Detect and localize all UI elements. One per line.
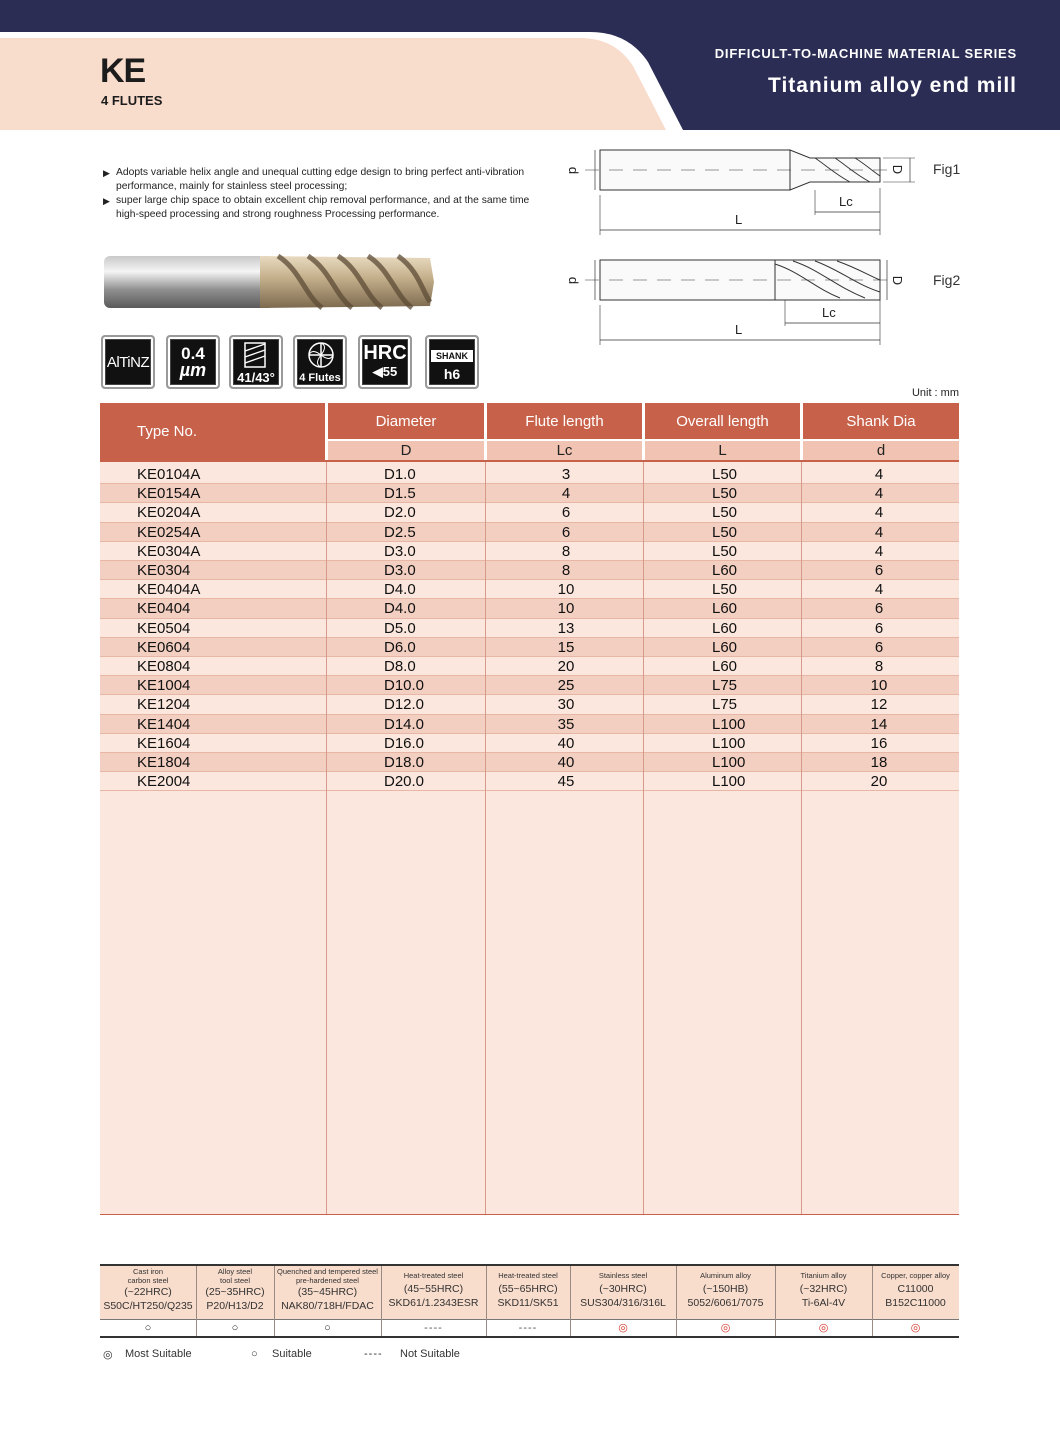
cell-type-no: KE1004: [137, 677, 191, 695]
material-hardness: (~150HB): [702, 1282, 749, 1295]
table-row: [100, 619, 959, 638]
cell-overall-length: L100: [712, 773, 746, 791]
cell-overall-length: L50: [712, 504, 738, 522]
cell-overall-length: L50: [712, 466, 738, 483]
material-cell: [381, 1264, 486, 1319]
table-row: [100, 503, 959, 522]
diameter-label-1: D: [890, 164, 906, 175]
bullet-arrow-icon: ▶: [103, 168, 110, 178]
cell-type-no: KE1404: [137, 715, 191, 733]
flute-length-label-1: Lc: [839, 194, 853, 209]
table-row: [100, 638, 959, 657]
material-cell: [486, 1264, 570, 1319]
feature-2: ▶ super large chip space to obtain excellent chip removal performance, and at the same time high-speed processing and strong roughness Processing performance.: [103, 195, 530, 221]
material-cell: [196, 1264, 274, 1319]
cell-shank-dia: 4: [874, 485, 884, 503]
subheader-Lc: Lc: [487, 441, 642, 460]
cell-flute-length: 40: [557, 754, 575, 771]
material-name: Heat-treated steel: [403, 1271, 464, 1280]
table-row: [100, 695, 959, 714]
material-grade: SKD61/1.2343ESR: [388, 1296, 479, 1309]
cell-overall-length: L100: [712, 715, 746, 733]
cell-type-no: KE0304: [137, 562, 191, 579]
table-row: [100, 715, 959, 734]
cell-diameter: D2.5: [384, 523, 416, 541]
material-name: Copper, copper alloy: [881, 1271, 950, 1280]
material-cell: [775, 1264, 872, 1319]
material-divider: [775, 1266, 776, 1336]
material-grade: NAK80/718H/FDAC: [281, 1300, 374, 1312]
cell-type-no: KE0404A: [137, 581, 201, 599]
header-shank-dia: Shank Dia: [803, 403, 959, 439]
header-type-no: Type No.: [100, 403, 325, 460]
legend-suitable: Suitable: [272, 1348, 312, 1360]
cell-shank-dia: 6: [874, 638, 884, 656]
cell-type-no: KE0254A: [137, 523, 201, 541]
cell-overall-length: L100: [712, 734, 746, 752]
material-hardness: (~32HRC): [799, 1282, 848, 1295]
cell-diameter: D4.0: [384, 600, 416, 618]
material-hardness: (45~55HRC): [403, 1282, 464, 1295]
material-name: Heat-treated steel: [498, 1271, 558, 1280]
cell-diameter: D12.0: [384, 696, 425, 714]
material-divider: [486, 1266, 487, 1336]
coating-badge: AlTiNZ: [101, 335, 155, 389]
cell-flute-length: 25: [557, 677, 575, 695]
cell-overall-length: L50: [712, 542, 738, 560]
cell-type-no: KE0104A: [137, 466, 201, 483]
cell-diameter: D5.0: [384, 619, 416, 637]
length-label-1: L: [735, 212, 743, 227]
cell-diameter: D6.0: [384, 638, 416, 656]
cell-overall-length: L50: [712, 523, 738, 541]
hrc-badge: HRC ◀55: [358, 335, 412, 389]
material-name: Aluminum alloy: [700, 1271, 751, 1280]
material-cell: [676, 1264, 775, 1319]
col-divider: [643, 462, 644, 1215]
material-name: Quenched and tempered steel: [277, 1267, 378, 1276]
figure-1-drawing: [585, 150, 915, 235]
cell-flute-length: 13: [557, 619, 575, 637]
cell-shank-dia: 20: [870, 773, 888, 791]
material-divider: [570, 1266, 571, 1336]
flutes-subtitle: 4 FLUTES: [101, 93, 163, 108]
cell-flute-length: 6: [561, 523, 571, 541]
cell-shank-dia: 6: [874, 562, 884, 579]
material-hardness: (55~65HRC): [498, 1282, 558, 1295]
cell-flute-length: 3: [561, 466, 571, 483]
material-hardness: (35~45HRC): [297, 1286, 358, 1298]
material-hardness: C11000: [897, 1282, 934, 1295]
material-hardness: (~30HRC): [599, 1282, 647, 1295]
cell-overall-length: L60: [712, 638, 738, 656]
most-suitable-icon: ◎: [618, 1322, 628, 1334]
cell-shank-dia: 14: [870, 715, 888, 733]
suitable-icon: ○: [251, 1348, 258, 1360]
suitable-icon: ○: [144, 1322, 152, 1334]
most-suitable-icon: ◎: [818, 1322, 829, 1334]
table-row: [100, 542, 959, 561]
diameter-label-2: D: [890, 275, 906, 286]
cell-flute-length: 20: [557, 658, 575, 675]
material-grade: P20/H13/D2: [206, 1300, 264, 1312]
cell-flute-length: 10: [557, 581, 575, 599]
cell-type-no: KE0504: [137, 619, 191, 637]
product-name: Titanium alloy end mill: [768, 74, 1017, 97]
cell-type-no: KE0604: [137, 638, 191, 656]
table-row: [100, 772, 959, 791]
header-background: [0, 0, 1060, 130]
header-overall-length: Overall length: [645, 403, 800, 439]
cell-diameter: D14.0: [384, 715, 425, 733]
cell-flute-length: 6: [561, 504, 571, 522]
material-grade: SKD11/SK51: [497, 1296, 559, 1309]
subheader-L: L: [645, 441, 800, 460]
end-mill-photo: [100, 250, 440, 314]
cell-flute-length: 8: [561, 542, 571, 560]
cell-flute-length: 10: [557, 600, 575, 618]
material-name: pre-hardened steel: [296, 1275, 359, 1285]
cell-shank-dia: 18: [870, 754, 888, 771]
cell-shank-dia: 16: [870, 734, 888, 752]
cell-overall-length: L75: [712, 696, 738, 714]
shank-dia-label-1: d: [566, 166, 582, 175]
material-grade: Ti-6Al-4V: [801, 1296, 846, 1309]
cell-overall-length: L60: [712, 562, 738, 579]
table-bottom-rule: [100, 1214, 959, 1215]
cell-diameter: D18.0: [384, 754, 425, 771]
material-hardness: (25~35HRC): [205, 1286, 265, 1298]
cell-diameter: D3.0: [384, 562, 416, 579]
material-name: Stainless steel: [598, 1271, 648, 1280]
cell-diameter: D4.0: [384, 581, 416, 599]
dimension-figures: [565, 140, 925, 355]
cell-overall-length: L75: [712, 677, 738, 695]
cell-diameter: D8.0: [384, 658, 416, 675]
cell-flute-length: 40: [557, 734, 575, 752]
cell-flute-length: 15: [557, 638, 575, 656]
cell-diameter: D3.0: [384, 542, 416, 560]
roughness-badge: 0.4 µm: [166, 335, 220, 389]
cell-shank-dia: 4: [874, 466, 884, 483]
bullet-arrow-icon: ▶: [103, 196, 110, 206]
cell-flute-length: 35: [557, 715, 575, 733]
cell-flute-length: 45: [557, 773, 575, 791]
material-grade: B152C11000: [885, 1296, 946, 1309]
cell-diameter: D10.0: [384, 677, 425, 695]
not-suitable-icon: ----: [518, 1322, 538, 1334]
table-row: [100, 657, 959, 676]
material-divider: [274, 1266, 275, 1336]
length-label-2: L: [735, 322, 743, 337]
cell-diameter: D20.0: [384, 773, 425, 791]
header-diameter: Diameter: [328, 403, 484, 439]
table-row: [100, 753, 959, 772]
cell-shank-dia: 8: [874, 658, 884, 675]
legend-most-suitable: Most Suitable: [125, 1348, 192, 1360]
cell-type-no: KE0204A: [137, 504, 201, 522]
material-divider: [676, 1266, 677, 1336]
header-rule: [100, 460, 959, 462]
material-name: Titanium alloy: [800, 1271, 847, 1280]
cell-type-no: KE0804: [137, 658, 191, 675]
cell-overall-length: L60: [712, 600, 738, 618]
cell-diameter: D2.0: [384, 504, 416, 522]
cell-flute-length: 4: [561, 485, 571, 503]
material-name: Cast iron: [132, 1267, 163, 1276]
not-suitable-icon: ----: [424, 1322, 443, 1334]
table-row: [100, 523, 959, 542]
material-cell: [872, 1264, 959, 1319]
cell-overall-length: L60: [712, 658, 738, 675]
material-divider: [872, 1266, 873, 1336]
helix-icon: [241, 341, 271, 369]
cell-shank-dia: 4: [874, 542, 884, 560]
cell-shank-dia: 6: [874, 600, 884, 618]
col-divider: [326, 462, 327, 1215]
table-row: [100, 599, 959, 618]
table-row: [100, 580, 959, 599]
material-divider: [381, 1266, 382, 1336]
materials-table: [100, 1264, 959, 1337]
material-name: Alloy steel: [217, 1267, 253, 1276]
material-cell: [274, 1264, 381, 1319]
most-suitable-icon: ◎: [720, 1322, 731, 1334]
material-cell: [100, 1264, 196, 1319]
table-row: [100, 465, 959, 484]
material-hardness: (~22HRC): [124, 1286, 172, 1298]
cell-shank-dia: 4: [874, 581, 884, 599]
cell-shank-dia: 12: [870, 696, 888, 714]
suitable-icon: ○: [231, 1322, 239, 1334]
col-divider: [485, 462, 486, 1215]
model-title: KE: [100, 52, 146, 90]
subheader-d: d: [803, 441, 959, 460]
header-flute-length: Flute length: [487, 403, 642, 439]
table-row: [100, 676, 959, 695]
cell-shank-dia: 4: [874, 504, 884, 522]
material-cell: [570, 1264, 676, 1319]
cell-type-no: KE1604: [137, 734, 191, 752]
material-name: tool steel: [219, 1275, 251, 1285]
cell-overall-length: L100: [712, 754, 746, 771]
flute-length-label-2: Lc: [822, 305, 836, 320]
cell-type-no: KE1804: [137, 754, 191, 771]
material-grade: S50C/HT250/Q235: [103, 1300, 193, 1312]
four-flute-icon: [306, 340, 336, 370]
cell-flute-length: 8: [561, 562, 571, 579]
cell-type-no: KE1204: [137, 696, 191, 714]
cell-type-no: KE0154A: [137, 485, 201, 503]
shank-badge: SHANK h6: [425, 335, 479, 389]
most-suitable-icon: ◎: [910, 1322, 921, 1334]
cell-type-no: KE0404: [137, 600, 191, 618]
flutes-badge: 4 Flutes: [293, 335, 347, 389]
unit-label: Unit : mm: [911, 387, 959, 399]
table-row: [100, 734, 959, 753]
cell-diameter: D1.0: [384, 466, 416, 483]
cell-type-no: KE2004: [137, 773, 191, 791]
cell-type-no: KE0304A: [137, 542, 201, 560]
material-divider: [196, 1266, 197, 1336]
fig2-label: Fig2: [933, 272, 961, 288]
legend-not-suitable: Not Suitable: [400, 1348, 460, 1360]
cell-flute-length: 30: [557, 696, 575, 714]
cell-diameter: D16.0: [384, 734, 425, 752]
cell-overall-length: L60: [712, 619, 738, 637]
fig1-label: Fig1: [933, 161, 961, 177]
cell-shank-dia: 4: [874, 523, 884, 541]
series-title: DIFFICULT-TO-MACHINE MATERIAL SERIES: [714, 46, 1017, 61]
material-name: carbon steel: [127, 1275, 169, 1285]
cell-diameter: D1.5: [384, 485, 416, 503]
material-grade: 5052/6061/7075: [687, 1296, 764, 1309]
helix-angle-badge: 41/43°: [229, 335, 283, 389]
not-suitable-icon: ----: [364, 1348, 383, 1360]
table-row: [100, 484, 959, 503]
shank-dia-label-2: d: [566, 276, 582, 285]
material-grade: SUS304/316/316L: [580, 1296, 666, 1309]
suitable-icon: ○: [324, 1322, 331, 1334]
feature-1: ▶ Adopts variable helix angle and unequal cutting edge design to bring perfect anti-vibration performance, mainly for stainless steel processing;: [103, 167, 525, 193]
table-row: [100, 561, 959, 580]
cell-shank-dia: 6: [874, 619, 884, 637]
most-suitable-icon: ◎: [103, 1349, 113, 1361]
col-divider: [801, 462, 802, 1215]
cell-overall-length: L50: [712, 485, 738, 503]
cell-shank-dia: 10: [870, 677, 888, 695]
subheader-D: D: [328, 441, 484, 460]
cell-overall-length: L50: [712, 581, 738, 599]
